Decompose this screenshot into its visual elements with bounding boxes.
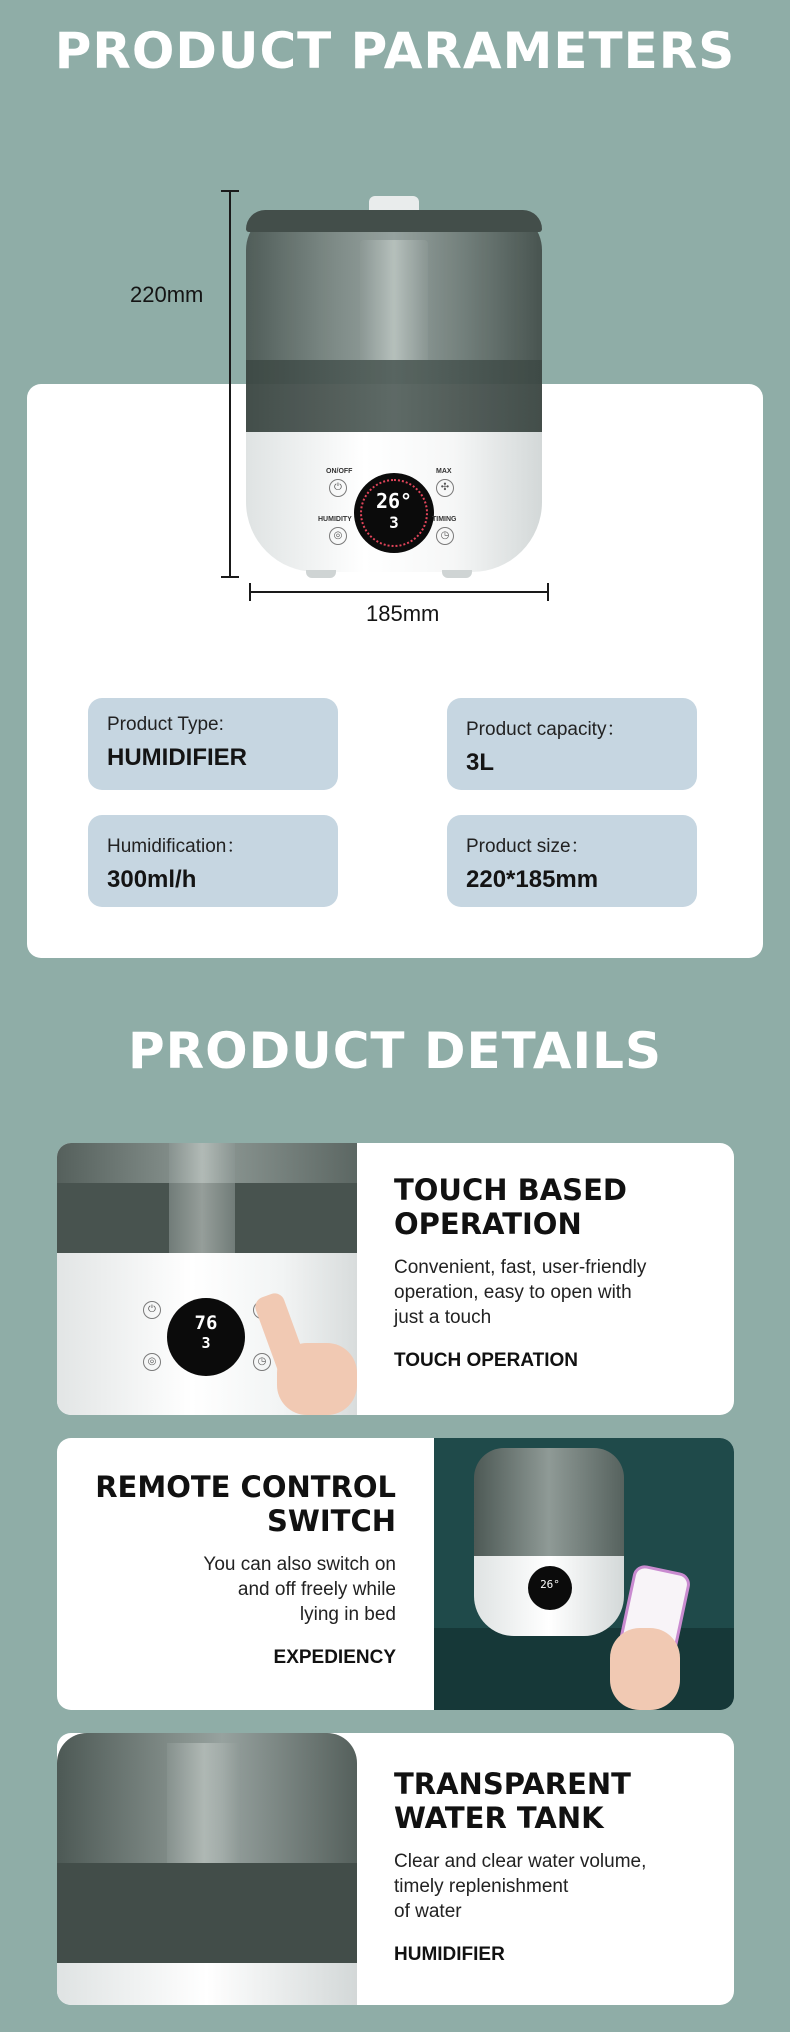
spec-label: Product size：	[466, 836, 590, 857]
remote-desc-line3: lying in bed	[299, 1604, 396, 1625]
parameters-title: PRODUCT PARAMETERS	[54, 22, 736, 80]
water-tank-photo	[57, 1733, 357, 2005]
timer-icon: ◷	[436, 527, 454, 545]
humidity-icon: ◎	[329, 527, 347, 545]
timer-icon: ◷	[253, 1353, 271, 1371]
humidity-label: HUMIDITY	[318, 516, 352, 523]
timing-label: TIMING	[432, 516, 457, 523]
spec-value: 3L	[466, 749, 495, 776]
tank-desc-line1: Clear and clear water volume,	[394, 1851, 647, 1872]
display-temperature: 26°	[375, 489, 413, 513]
touch-desc-line2: operation, easy to open with	[394, 1282, 632, 1303]
spec-value: 300ml/h	[107, 866, 197, 893]
spec-value: 220*185mm	[466, 866, 599, 893]
on-off-label: ON/OFF	[326, 468, 353, 475]
detail-card-touch	[57, 1143, 734, 1415]
tank-desc-line2: timely replenishment	[394, 1876, 569, 1897]
humidifier-product-image	[246, 196, 542, 581]
details-title: PRODUCT DETAILS	[127, 1022, 663, 1080]
spec-label: Humidification：	[107, 836, 246, 857]
display-level: 3	[389, 513, 399, 532]
spec-card-product-type	[88, 698, 338, 790]
touch-desc-line3: just a touch	[394, 1307, 492, 1328]
height-dimension-line	[229, 190, 231, 578]
hand-illustration	[277, 1343, 357, 1415]
display-temperature: 76	[194, 1312, 218, 1334]
max-label: MAX	[436, 468, 452, 475]
height-dimension-cap-top	[221, 190, 239, 192]
power-icon: ⏻	[329, 479, 347, 497]
display-level: 3	[201, 1334, 211, 1352]
remote-desc-line2: and off freely while	[237, 1579, 396, 1600]
height-label: 220mm	[130, 282, 204, 307]
touch-operation-photo	[57, 1143, 357, 1415]
detail-card-remote	[57, 1438, 734, 1710]
width-dimension-line	[250, 591, 548, 593]
humidity-icon: ◎	[143, 1353, 161, 1371]
remote-heading-line2: SWITCH	[267, 1504, 396, 1538]
spec-card-humidification	[88, 815, 338, 907]
touch-desc-line1: Convenient, fast, user-friendly	[394, 1257, 647, 1278]
display-temperature: 26°	[528, 1566, 572, 1610]
spec-label: Product capacity：	[466, 719, 626, 740]
touch-heading-line1: TOUCH BASED	[394, 1173, 627, 1207]
fan-icon: ✣	[436, 479, 454, 497]
height-dimension-cap-bottom	[221, 576, 239, 578]
power-icon: ⏻	[143, 1301, 161, 1319]
remote-tag: EXPEDIENCY	[273, 1647, 396, 1668]
tank-tag: HUMIDIFIER	[394, 1944, 505, 1965]
width-label: 185mm	[366, 601, 440, 626]
tank-heading-line2: WATER TANK	[394, 1801, 604, 1835]
tank-desc-line3: of water	[394, 1901, 462, 1922]
remote-heading-line1: REMOTE CONTROL	[95, 1470, 396, 1504]
width-dimension-cap-right	[547, 583, 549, 601]
remote-control-photo	[434, 1438, 734, 1710]
spec-label: Product Type:	[107, 714, 224, 735]
spec-value: HUMIDIFIER	[107, 744, 247, 771]
spec-card-size	[447, 815, 697, 907]
tank-heading-line1: TRANSPARENT	[394, 1767, 631, 1801]
spec-card-capacity	[447, 698, 697, 790]
touch-tag: TOUCH OPERATION	[394, 1350, 579, 1371]
remote-desc-line1: You can also switch on	[203, 1554, 396, 1575]
width-dimension-cap-left	[249, 583, 251, 601]
hand-illustration	[610, 1628, 680, 1710]
touch-heading-line2: OPERATION	[394, 1207, 582, 1241]
detail-card-tank	[57, 1733, 734, 2005]
